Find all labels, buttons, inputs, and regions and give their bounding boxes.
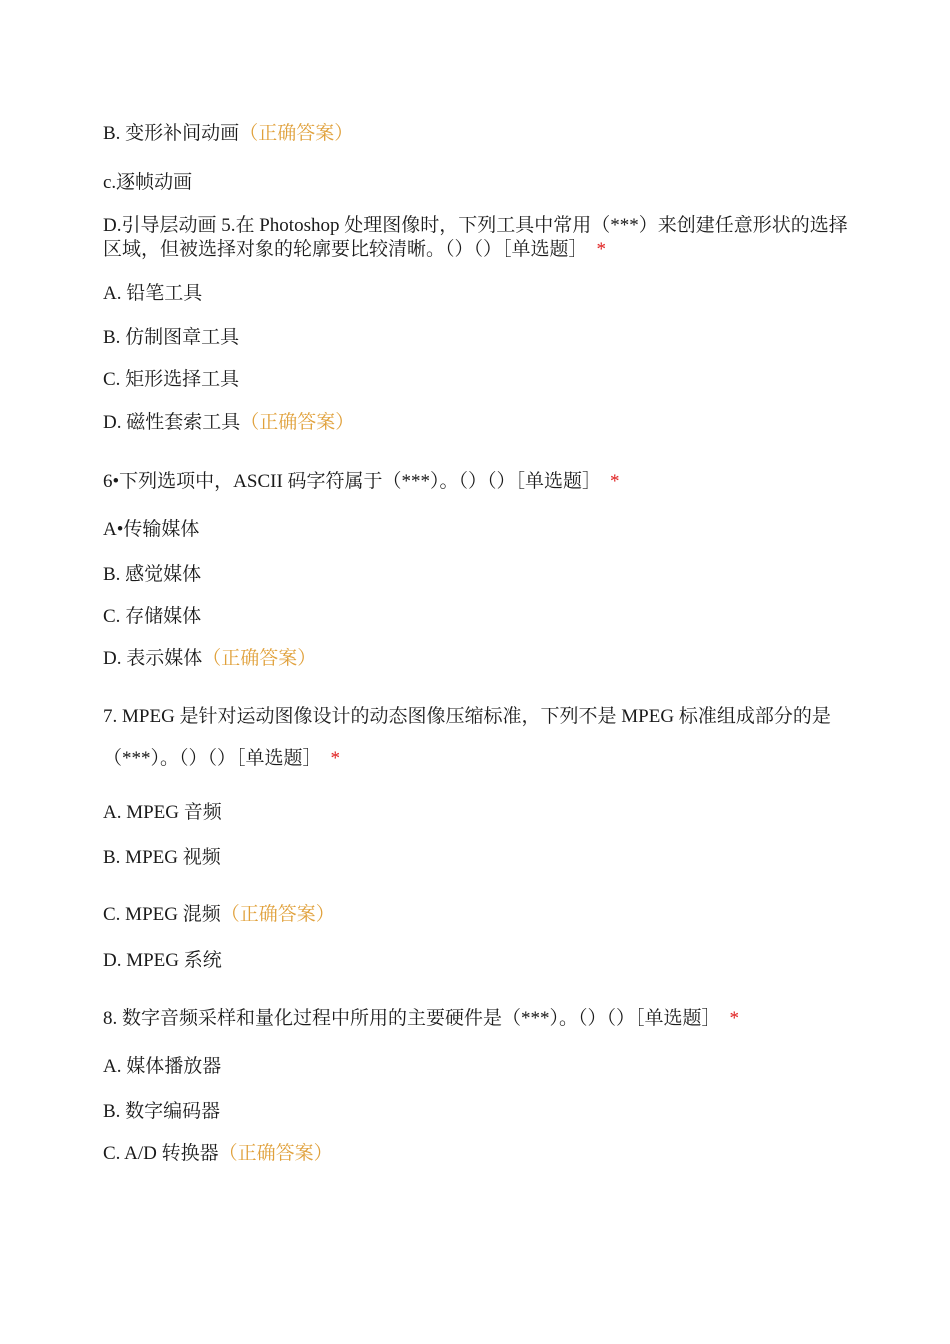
option-text: C. 存储媒体 — [103, 606, 202, 627]
option-text: D. MPEG 系统 — [103, 950, 222, 971]
correct-answer-marker: （正确答案） — [218, 1143, 333, 1164]
option-d-magnetic-lasso — [103, 411, 354, 435]
question-6 — [103, 470, 620, 494]
question-text: 6•下列选项中，ASCII 码字符属于（***）。（）（）［单选题］ — [103, 471, 602, 492]
correct-answer-marker: （正确答案） — [240, 412, 355, 433]
option-c-mpeg-mixing — [103, 903, 335, 927]
option-c-frame-animation — [103, 171, 192, 195]
correct-answer-marker: （正确答案） — [202, 648, 317, 669]
option-a-mpeg-audio — [103, 801, 222, 825]
option-text: D. 表示媒体 — [103, 648, 203, 669]
option-a-media-player — [103, 1055, 221, 1079]
required-marker: * — [610, 471, 620, 492]
option-a-transmission — [103, 518, 199, 542]
option-text: C. A/D 转换器 — [103, 1143, 219, 1164]
option-text: c.逐帧动画 — [103, 172, 193, 193]
option-c-storage — [103, 605, 201, 629]
option-c-ad-converter — [103, 1142, 333, 1166]
option-c-rect-select — [103, 368, 239, 392]
option-text: C. 矩形选择工具 — [103, 369, 240, 390]
option-text: A•传输媒体 — [103, 519, 200, 540]
correct-answer-marker: （正确答案） — [220, 904, 335, 925]
correct-answer-marker: （正确答案） — [239, 123, 354, 144]
option-text: A. 媒体播放器 — [103, 1056, 222, 1077]
question-text: D.引导层动画 5.在 Photoshop 处理图像时，下列工具中常用（***）来创建任意形状的选择区域，但被选择对象的轮廓要比较清晰。（）（）［单选题］ — [103, 215, 848, 260]
required-marker: * — [330, 748, 341, 769]
required-marker: * — [596, 239, 607, 260]
option-text: A. 铅笔工具 — [103, 283, 203, 304]
option-text: B. 仿制图章工具 — [103, 327, 240, 348]
question-5 — [103, 214, 848, 262]
required-marker: * — [729, 1008, 740, 1029]
option-text: B. MPEG 视频 — [103, 847, 221, 868]
option-text: B. 数字编码器 — [103, 1101, 221, 1122]
option-d-representation — [103, 647, 316, 671]
option-b-digital-encoder — [103, 1100, 220, 1124]
option-text: D. 磁性套索工具 — [103, 412, 241, 433]
question-8 — [103, 1007, 739, 1031]
option-b-mpeg-video — [103, 846, 221, 870]
option-text: C. MPEG 混频 — [103, 904, 221, 925]
option-b-clone-stamp — [103, 326, 239, 350]
option-text: B. 变形补间动画 — [103, 123, 240, 144]
question-7 — [103, 696, 848, 780]
option-a-pencil — [103, 282, 202, 306]
option-d-mpeg-system — [103, 949, 222, 973]
option-b-shape-tween — [103, 122, 353, 146]
question-text: 8. 数字音频采样和量化过程中所用的主要硬件是（***）。（）（）［单选题］ — [103, 1008, 721, 1029]
option-text: B. 感觉媒体 — [103, 564, 202, 585]
question-text: 7. MPEG 是针对运动图像设计的动态图像压缩标准，下列不是 MPEG 标准组成部分的是（***）。（）（）［单选题］ — [103, 706, 831, 769]
option-b-perception — [103, 563, 201, 587]
option-text: A. MPEG 音频 — [103, 802, 222, 823]
